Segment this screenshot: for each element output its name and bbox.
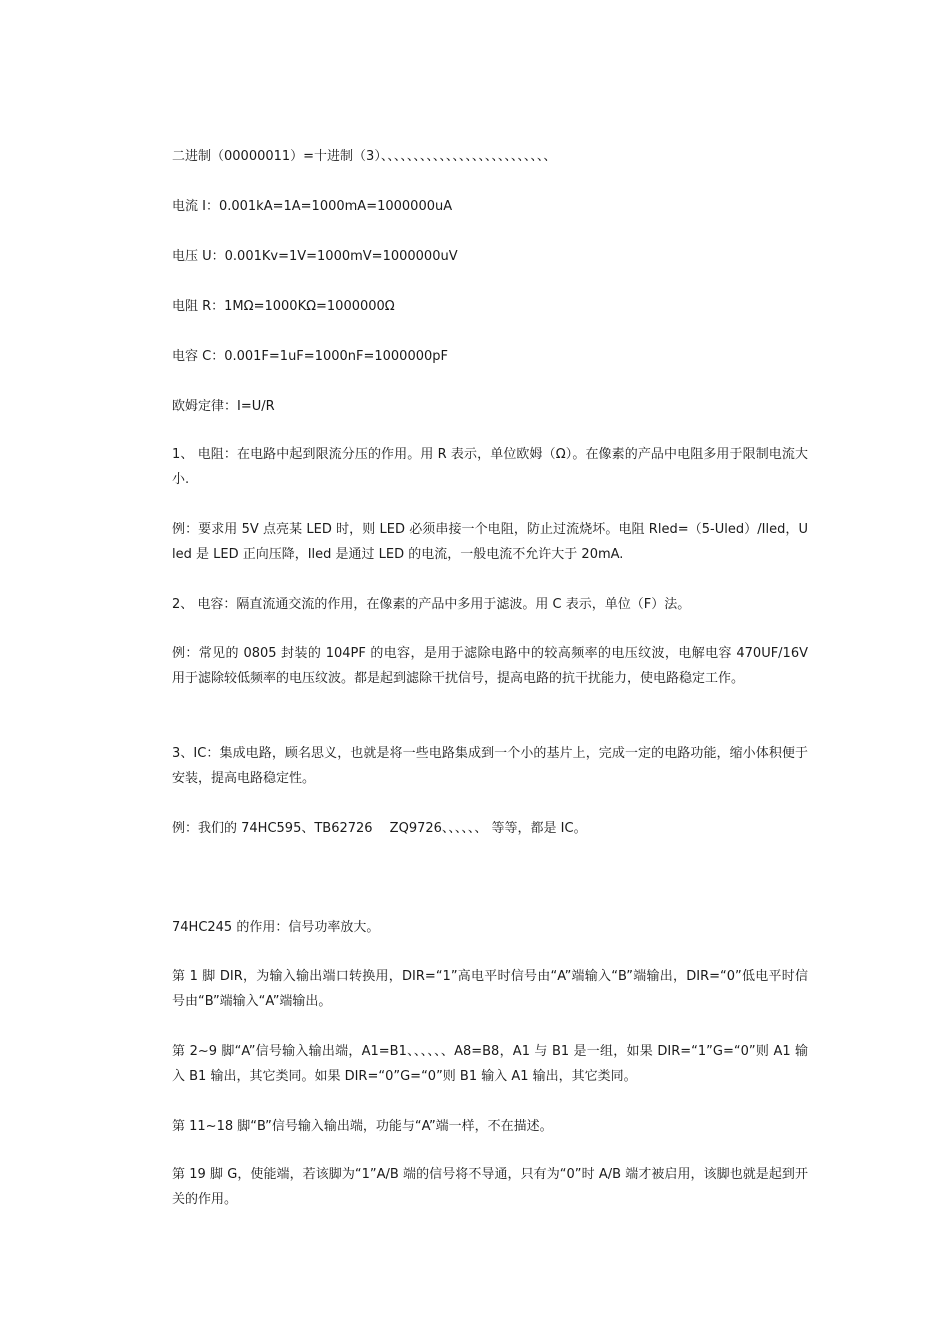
pin19-paragraph: 第 19 脚 G，使能端，若该脚为“1”A/B 端的信号将不导通，只有为“0”时 A/B 端才被启用，该脚也就是起到开关的作用。 (172, 1167, 808, 1207)
ic-paragraph: 3、IC：集成电路，顾名思义，也就是将一些电路集成到一个小的基片上，完成一定的电路功能，缩小体积便于安装，提高电路稳定性。 (172, 746, 808, 786)
pin1-paragraph: 第 1 脚 DIR，为输入输出端口转换用，DIR=“1”高电平时信号由“A”端输入“B”端输出，DIR=“0”低电平时信号由“B”端输入“A”端输出。 (172, 969, 808, 1009)
capacitor-paragraph: 2、 电容：隔直流通交流的作用，在像素的产品中多用于滤波。用 C 表示，单位（F）法。 (172, 597, 691, 612)
binary-conversion-line: 二进制（00000011）=十进制（3）、、、、、、、、、、、、、、、、、、、、、、、、、、 (172, 149, 557, 164)
resistor-paragraph: 1、 电阻：在电路中起到限流分压的作用。用 R 表示，单位欧姆（Ω）。在像素的产品中电阻多用于限制电流大小. (172, 447, 808, 487)
resistance-units-line: 电阻 R：1MΩ=1000KΩ=1000000Ω (172, 299, 395, 314)
pin2-9-paragraph: 第 2~9 脚“A”信号输入输出端，A1=B1、、、、、、A8=B8，A1 与 B1 是一组，如果 DIR=“1”G=“0”则 A1 输入 B1 输出，其它类同。如果 DIR=“0”G=“0”则 B1 输入 A1 输出，其它类同。 (172, 1044, 808, 1084)
74hc245-heading: 74HC245 的作用：信号功率放大。 (172, 920, 380, 935)
capacitance-units-line: 电容 C：0.001F=1uF=1000nF=1000000pF (172, 349, 448, 364)
pin11-18-paragraph: 第 11~18 脚“B”信号输入输出端，功能与“A”端一样，不在描述。 (172, 1119, 553, 1134)
current-units-line: 电流 I：0.001kA=1A=1000mA=1000000uA (172, 199, 453, 214)
ic-example-paragraph: 例：我们的 74HC595、TB62726 ZQ9726、、、、、、 等等，都是 IC。 (172, 821, 587, 836)
ohms-law-line: 欧姆定律：I=U/R (172, 399, 275, 414)
capacitor-example-paragraph: 例：常见的 0805 封装的 104PF 的电容，是用于滤除电路中的较高频率的电压纹波，电解电容 470UF/16V 用于滤除较低频率的电压纹波。都是起到滤除干扰信号，提高电路的抗干扰能力，使电路稳定工作。 (172, 646, 808, 686)
resistor-example-paragraph: 例：要求用 5V 点亮某 LED 时，则 LED 必须串接一个电阻，防止过流烧坏。电阻 Rled=（5-Uled）/Iled，Uled 是 LED 正向压降，Iled 是通过 LED 的电流，一般电流不允许大于 20mA. (172, 522, 808, 562)
voltage-units-line: 电压 U：0.001Kv=1V=1000mV=1000000uV (172, 249, 458, 264)
